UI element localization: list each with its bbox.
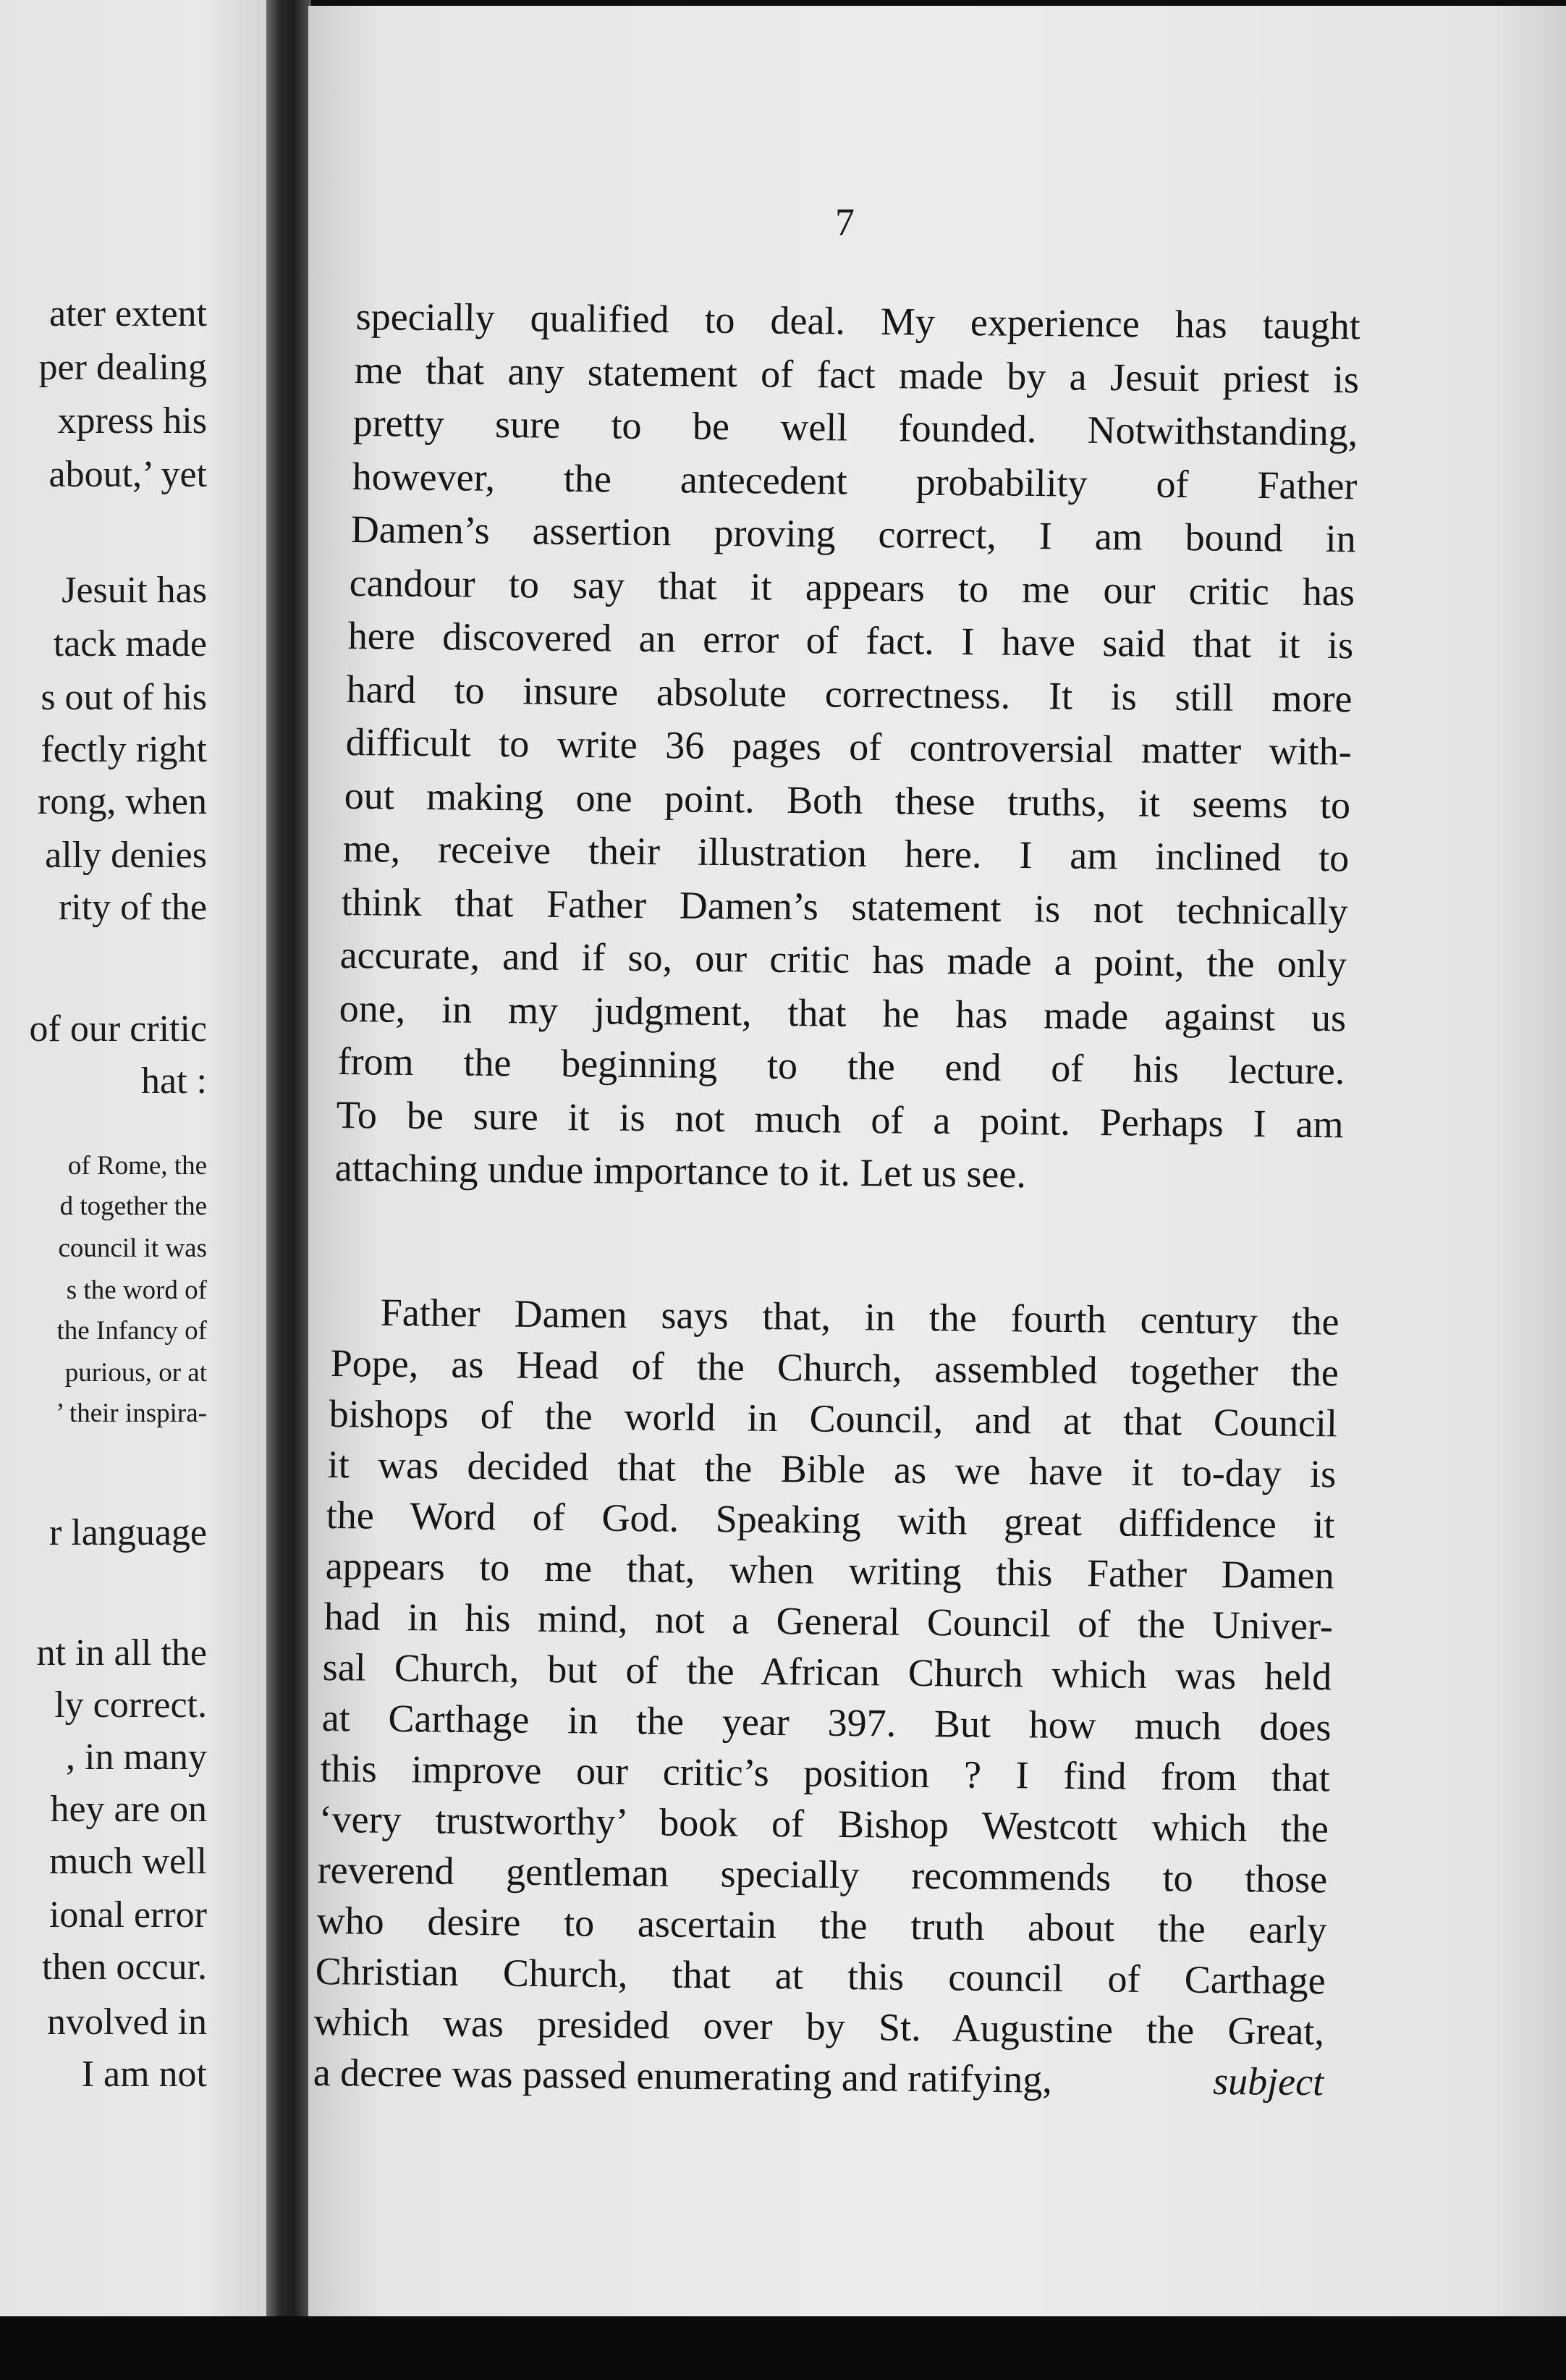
facing-page-line: about,’ yet bbox=[48, 454, 207, 495]
page-number: 7 bbox=[835, 201, 855, 244]
text-line: who desire to ascertain the truth about the early bbox=[316, 1899, 1327, 1952]
facing-page bbox=[0, 0, 284, 2345]
facing-page-line: , in many bbox=[66, 1737, 207, 1778]
text-line: Father Damen says that, in the fourth century the bbox=[380, 1291, 1340, 1343]
facing-page-line: rity of the bbox=[58, 887, 207, 928]
text-line-roman: a decree was passed enumerating and ratifying, bbox=[313, 2051, 1052, 2101]
facing-page-line: r language bbox=[48, 1512, 207, 1553]
facing-page-line: nvolved in bbox=[47, 2001, 207, 2043]
facing-page-line: ’ their inspira- bbox=[56, 1398, 207, 1428]
text-line: at Carthage in the year 397. But how much does bbox=[321, 1696, 1332, 1750]
facing-page-line: hat : bbox=[141, 1060, 207, 1102]
facing-page-line: s out of his bbox=[41, 677, 207, 718]
facing-page-line: much well bbox=[48, 1841, 207, 1882]
text-line: To be sure it is not much of a point. Perhaps I am bbox=[336, 1092, 1344, 1146]
text-line: out making one point. Both these truths, it seems to bbox=[344, 773, 1351, 827]
text-line: attaching undue importance to it. Let us see. bbox=[334, 1146, 1027, 1197]
facing-page-line: then occur. bbox=[41, 1946, 207, 1988]
text-line: specially qualified to deal. My experience has taught bbox=[355, 295, 1360, 348]
text-line: me that any statement of fact made by a Jesuit priest is bbox=[354, 347, 1360, 401]
text-line: think that Father Damen’s statement is not technically bbox=[341, 879, 1348, 933]
facing-page-line: the Infancy of bbox=[56, 1316, 207, 1346]
text-line: it was decided that the Bible as we have it to-day is bbox=[327, 1443, 1337, 1496]
facing-page-line: Jesuit has bbox=[62, 570, 207, 611]
text-line: this improve our critic’s position ? I find from that bbox=[320, 1747, 1330, 1800]
facing-page-line: s the word of bbox=[66, 1275, 207, 1305]
text-line: however, the antecedent probability of Father bbox=[352, 454, 1358, 507]
text-line: appears to me that, when writing this Father Damen bbox=[325, 1544, 1334, 1598]
text-line: reverend gentleman specially recommends to those bbox=[317, 1848, 1328, 1902]
facing-page-line: purious, or at bbox=[64, 1358, 207, 1388]
text-line: me, receive their illustration here. I am inclined to bbox=[342, 827, 1350, 880]
facing-page-line: fectly right bbox=[41, 729, 207, 770]
text-line: one, in my judgment, that he has made against us bbox=[339, 986, 1346, 1039]
text-line: sal Church, but of the African Church which was held bbox=[322, 1645, 1332, 1699]
facing-page-line: nt in all the bbox=[36, 1632, 207, 1674]
text-line: Damen’s assertion proving correct, I am bound in bbox=[350, 507, 1356, 561]
facing-page-line: of Rome, the bbox=[67, 1151, 207, 1181]
facing-page-line: per dealing bbox=[38, 347, 207, 388]
binding-gutter bbox=[266, 0, 311, 2345]
text-line: bishops of the world in Council, and at that Council bbox=[329, 1392, 1338, 1446]
text-line: Pope, as Head of the Church, assembled together the bbox=[330, 1341, 1339, 1395]
text-line: the Word of God. Speaking with great diffidence it bbox=[326, 1493, 1336, 1547]
facing-page-line: of our critic bbox=[29, 1008, 207, 1050]
facing-page-line: ional error bbox=[48, 1894, 207, 1936]
text-line: which was presided over by St. Augustine the Great, bbox=[313, 2000, 1325, 2054]
text-line: ‘very trustworthy’ book of Bishop Westcott which the bbox=[318, 1797, 1329, 1851]
text-line: Christian Church, that at this council of Carthage bbox=[315, 1949, 1326, 2003]
facing-page-line: council it was bbox=[58, 1233, 207, 1263]
facing-page-line: xpress his bbox=[57, 400, 207, 442]
text-line: accurate, and if so, our critic has made a point, the only bbox=[339, 933, 1347, 987]
text-line: from the beginning to the end of his lecture. bbox=[337, 1039, 1345, 1093]
facing-page-line: hey are on bbox=[50, 1789, 207, 1830]
scan-bottom-edge bbox=[0, 2316, 1566, 2380]
facing-page-line: tack made bbox=[53, 623, 207, 664]
facing-page-line: d together the bbox=[59, 1191, 207, 1221]
text-line: difficult to write 36 pages of controversial matter with- bbox=[345, 720, 1352, 774]
facing-page-line: ly correct. bbox=[54, 1684, 207, 1726]
text-line: candour to say that it appears to me our critic has bbox=[349, 560, 1355, 614]
text-line-italic: subject bbox=[1212, 2059, 1324, 2104]
facing-page-line: ally denies bbox=[45, 835, 207, 876]
facing-page-line: ater extent bbox=[49, 293, 207, 334]
text-line: hard to insure absolute correctness. It is still more bbox=[346, 667, 1353, 720]
text-line: had in his mind, not a General Council of the Univer- bbox=[323, 1595, 1334, 1648]
text-line: pretty sure to be well founded. Notwithstanding, bbox=[352, 401, 1358, 455]
facing-page-line: I am not bbox=[81, 2054, 207, 2095]
facing-page-line: rong, when bbox=[38, 781, 207, 822]
text-line: here discovered an error of fact. I have said that it is bbox=[347, 614, 1354, 667]
